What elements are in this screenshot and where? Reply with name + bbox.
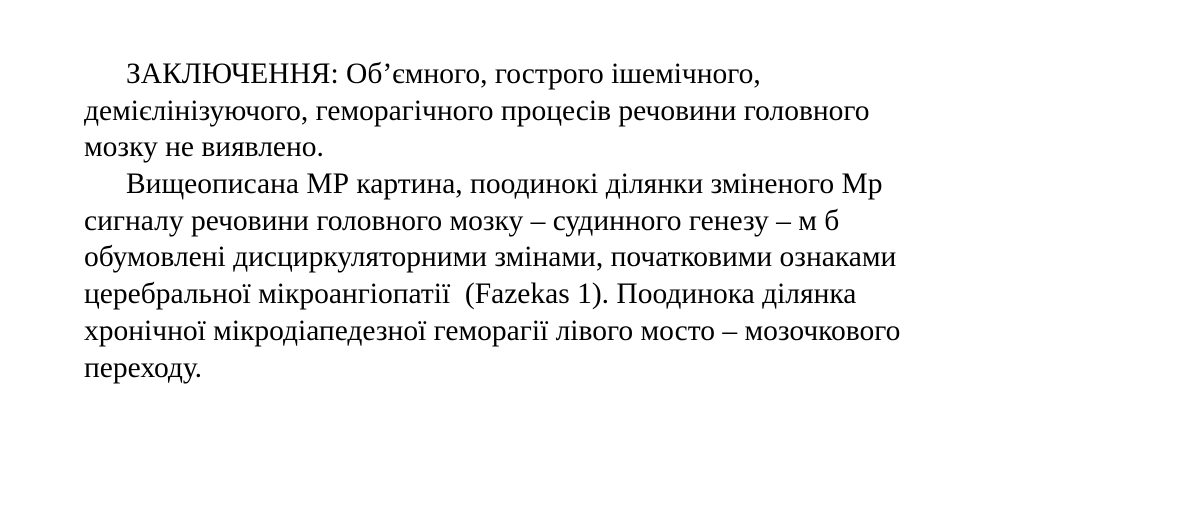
- text-line: хронічної мікродіапедезної геморагії лівого мосто – мозочкового: [84, 314, 901, 347]
- text-line: церебральної мікроангіопатії (Fazekas 1). Поодинока ділянка: [84, 278, 857, 311]
- text-line: сигналу речовини головного мозку – судинного генезу – м б: [84, 204, 840, 237]
- conclusion-text: [84, 56, 1154, 386]
- text-line: обумовлені дисциркуляторними змінами, початковими ознаками: [84, 241, 897, 274]
- findings-paragraph: [84, 166, 1154, 386]
- text-line: демієлінізуючого, геморагічного процесів речовини головного: [84, 94, 870, 127]
- text-line: ЗАКЛЮЧЕННЯ: Об’ємного, гострого ішемічного,: [126, 58, 761, 90]
- text-line: Вищеописана МР картина, поодинокі ділянки зміненого Мр: [126, 168, 883, 201]
- text-line: мозку не виявлено.: [84, 131, 324, 164]
- conclusion-paragraph: [84, 56, 1154, 166]
- text-line: переходу.: [84, 351, 203, 384]
